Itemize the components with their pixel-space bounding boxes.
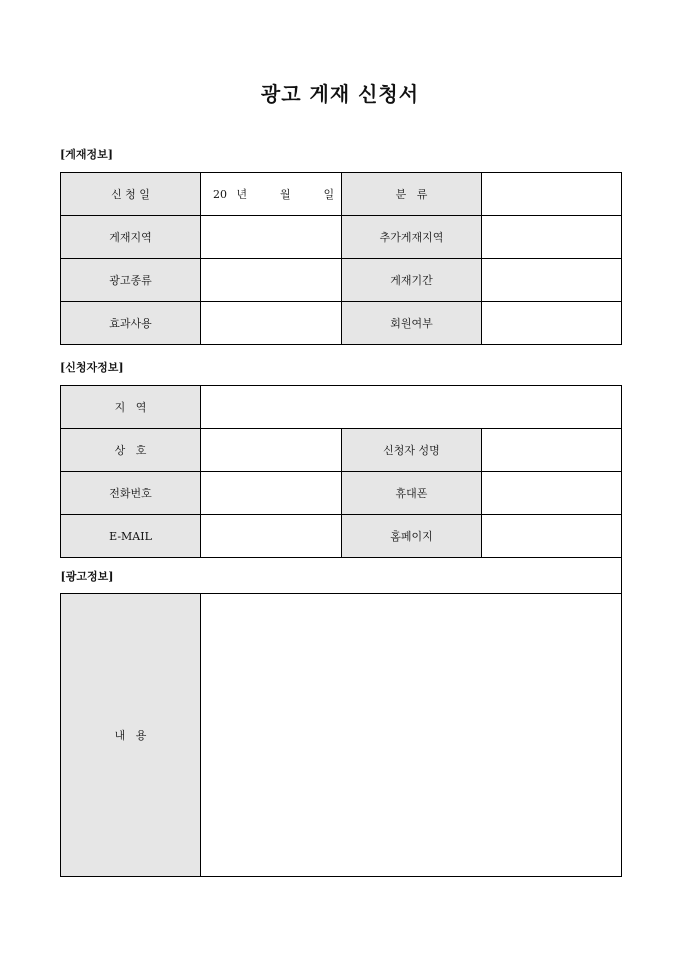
- homepage-label: 홈페이지: [342, 515, 482, 558]
- period-label: 게재기간: [342, 259, 482, 302]
- applicant-name-label: 신청자 성명: [342, 429, 482, 472]
- mobile-label: 휴대폰: [342, 472, 482, 515]
- date-day-unit: 일: [323, 188, 335, 201]
- effect-field[interactable]: [201, 302, 342, 345]
- category-label: 분 류: [342, 173, 482, 216]
- area-label: 지 역: [61, 386, 201, 429]
- company-field[interactable]: [201, 429, 342, 472]
- period-field[interactable]: [482, 259, 622, 302]
- apply-date-label: 신 청 일: [61, 173, 201, 216]
- extra-region-label: 추가게재지역: [342, 216, 482, 259]
- phone-label: 전화번호: [61, 472, 201, 515]
- applicant-name-field[interactable]: [482, 429, 622, 472]
- region-label: 게재지역: [61, 216, 201, 259]
- homepage-field[interactable]: [482, 515, 622, 558]
- section-title-ad: [광고정보]: [61, 558, 622, 594]
- content-label: 내 용: [61, 594, 201, 877]
- region-field[interactable]: [201, 216, 342, 259]
- date-year-unit: 년: [236, 188, 248, 201]
- section-title-applicant: [신청자정보]: [60, 361, 124, 374]
- category-field[interactable]: [482, 173, 622, 216]
- area-field[interactable]: [201, 386, 622, 429]
- phone-field[interactable]: [201, 472, 342, 515]
- member-field[interactable]: [482, 302, 622, 345]
- date-month-unit: 월: [280, 188, 291, 201]
- apply-date-field[interactable]: [201, 173, 342, 216]
- content-field[interactable]: [201, 594, 622, 877]
- effect-label: 효과사용: [61, 302, 201, 345]
- extra-region-field[interactable]: [482, 216, 622, 259]
- date-year: 20: [213, 188, 227, 201]
- ad-type-label: 광고종류: [61, 259, 201, 302]
- applicant-info-table: [60, 385, 622, 877]
- email-field[interactable]: [201, 515, 342, 558]
- email-label: E-MAIL: [61, 515, 201, 558]
- ad-type-field[interactable]: [201, 259, 342, 302]
- mobile-field[interactable]: [482, 472, 622, 515]
- section-title-posting: [게재정보]: [60, 148, 113, 161]
- member-label: 회원여부: [342, 302, 482, 345]
- page-title: 광고 게재 신청서: [260, 82, 420, 106]
- company-label: 상 호: [61, 429, 201, 472]
- posting-info-table: [60, 172, 622, 345]
